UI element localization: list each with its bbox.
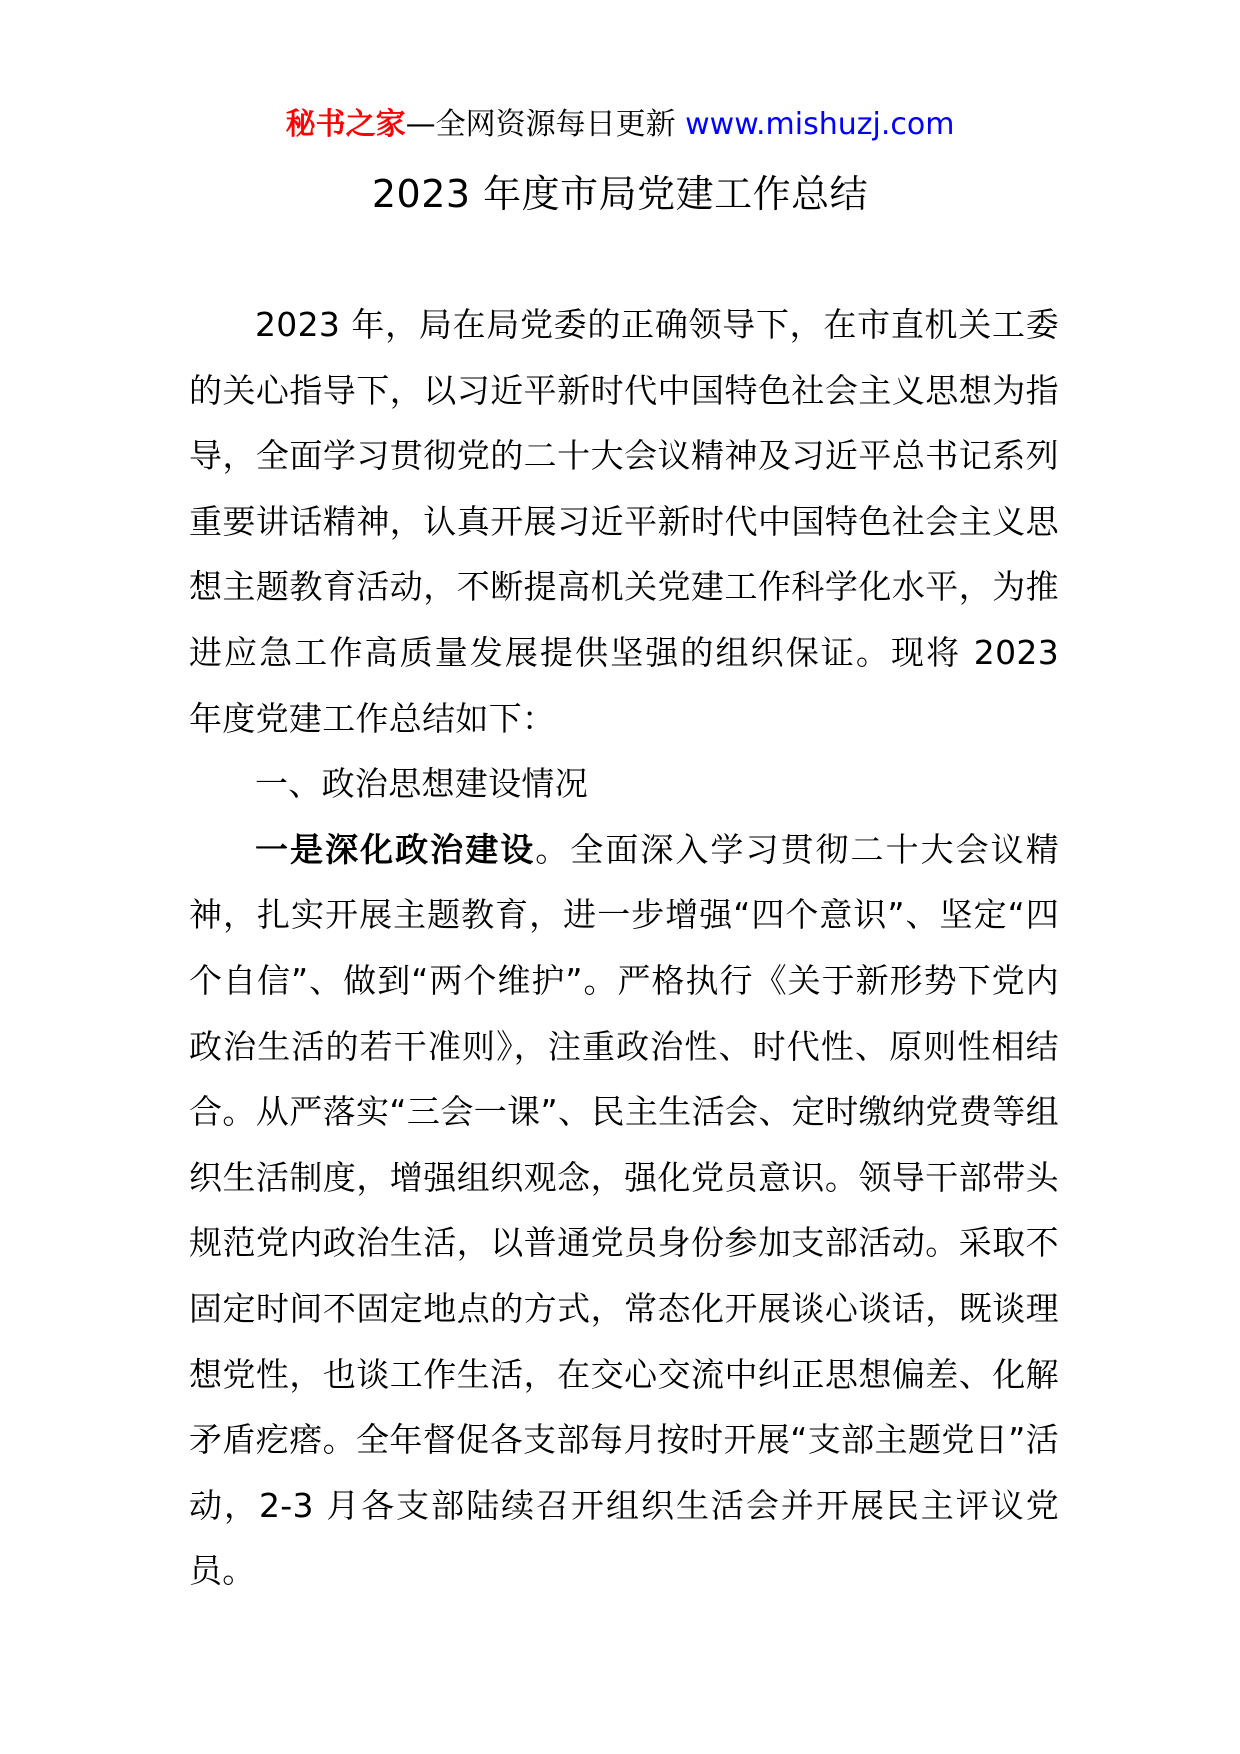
document-title: 2023 年度市局党建工作总结 [371,172,869,216]
site-brand: 秘书之家 [285,107,406,142]
point-lead: 一是深化政治建设 [255,829,536,869]
site-url-link[interactable]: www.mishuzj.com [685,107,955,142]
section-heading: 一、政治思想建设情况 [255,764,588,804]
intro-paragraph: 2023 年，局在局党委的正确领导下，在市直机关工委的关心指导下，以习近平新时代中国特色社会主义思想为指导，全面学习贯彻党的二十大会议精神及习近平总书记系列重要讲话精神，认真开展习近平新时代中国特色社会主义思想主题教育活动，不断提高机关党建工作科学化水平，为推进应急工作高质量发展提供坚强的组织保证。现将 2023 年度党建工作总结如下： [189,305,1059,738]
point-text: 。全面深入学习贯彻二十大会议精神，扎实开展主题教育，进一步增强“四个意识”、坚定“四个自信”、做到“两个维护”。严格执行《关于新形势下党内政治生活的若干准则》，注重政治性、时代性、原则性相结合。从严落实“三会一课”、民主生活会、定时缴纳党费等组织生活制度，增强组织观念，强化党员意识。领导干部带头规范党内政治生活，以普通党员身份参加支部活动。采取不固定时间不固定地点的方式，常态化开展谈心谈话，既谈理想党性，也谈工作生活，在交心交流中纠正思想偏差、化解矛盾疙瘩。全年督促各支部每月按时开展“支部主题党日”活动，2-3 月各支部陆续召开组织生活会并开展民主评议党员。 [189,829,1060,1591]
point-paragraph [189,817,1059,1604]
site-tagline: —全网资源每日更新 [405,107,686,142]
site-header [0,103,1240,147]
document-body [189,292,1059,1604]
